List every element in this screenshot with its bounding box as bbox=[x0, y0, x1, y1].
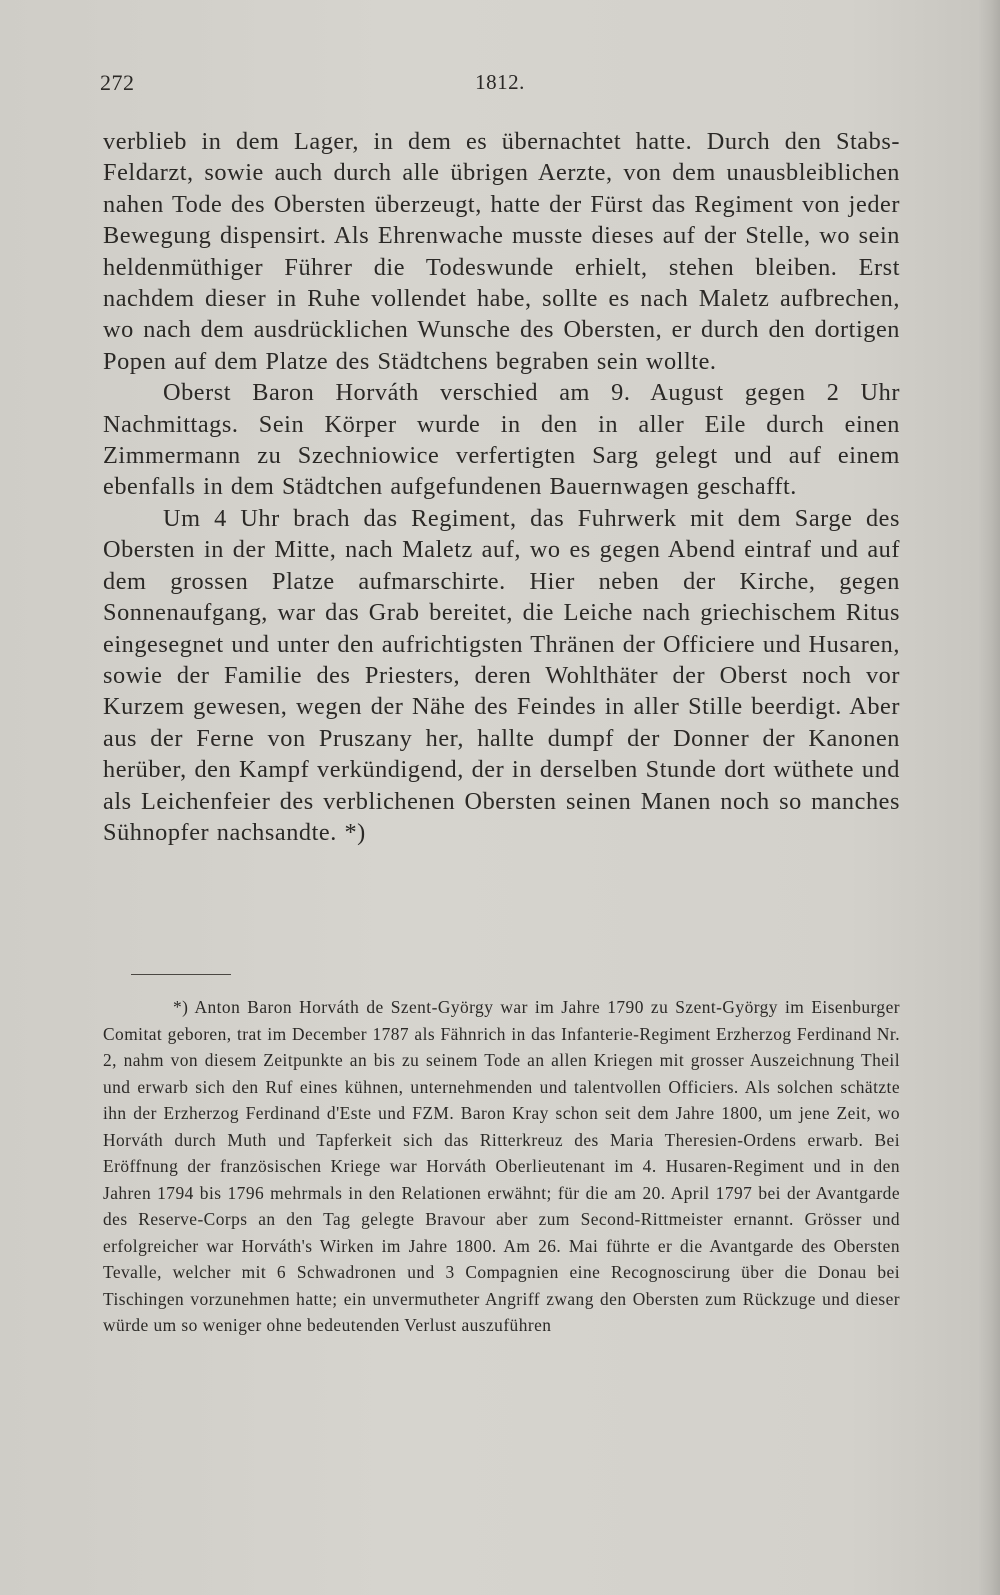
page-edge-shadow bbox=[978, 0, 1000, 1595]
main-text bbox=[103, 126, 900, 848]
paragraph: Um 4 Uhr brach das Regiment, das Fuhrwerk mit dem Sarge des Obersten in der Mitte, nach Maletz auf, wo es gegen Abend eintraf und auf dem grossen Platze aufmarschirte. Hier neben der Kirche, gegen Sonnenaufgang, war das Grab bereitet, die Leiche nach griechischem Ritus eingesegnet und unter den aufrichtigsten Thränen der Officiere und Husaren, sowie der Familie des Priesters, deren Wohlthäter der Oberst noch vor Kurzem gewesen, wegen der Nähe des Feindes in aller Stille beerdigt. Aber aus der Ferne von Pruszany her, hallte dumpf der Donner der Kanonen herüber, den Kampf verkündigend, der in derselben Stunde dort wüthete und als Leichenfeier des verblichenen Obersten seinen Manen noch so manches Sühnopfer nachsandte. *) bbox=[103, 504, 900, 846]
running-title: 1812. bbox=[475, 70, 525, 94]
paragraph: Oberst Baron Horváth verschied am 9. August gegen 2 Uhr Nachmittags. Sein Körper wurde in den in aller Eile durch einen Zimmermann zu Szechniowice verfertigten Sarg gelegt und auf einem ebenfalls in dem Städtchen aufgefundenen Bauernwagen geschafft. bbox=[103, 379, 900, 501]
page-header bbox=[100, 70, 900, 104]
footnote-separator bbox=[131, 974, 231, 975]
paragraph: verblieb in dem Lager, in dem es übernachtet hatte. Durch den Stabs-Feldarzt, sowie auch durch alle übrigen Aerzte, von dem unausbleiblichen nahen Tode des Obersten überzeugt, hatte der Fürst das Regiment von jeder Bewegung dispensirt. Als Ehrenwache musste dieses auf der Stelle, wo sein heldenmüthiger Führer die Todeswunde erhielt, stehen bleiben. Erst nachdem dieser in Ruhe vollendet habe, sollte es nach Maletz aufbrechen, wo nach dem ausdrücklichen Wunsche des Obersten, er durch den dortigen Popen auf dem Platze des Städtchens begraben sein wollte. bbox=[103, 128, 900, 375]
page-number: 272 bbox=[100, 70, 135, 95]
footnote: *) Anton Baron Horváth de Szent-György war im Jahre 1790 zu Szent-György im Eisenburger Comitat geboren, trat im December 1787 als Fähnrich in das Infanterie-Regiment Erzherzog Ferdinand Nr. 2, nahm von diesem Zeitpunkte an bis zu seinem Tode an allen Kriegen mit grosser Auszeichnung Theil und erwarb sich den Ruf eines kühnen, unternehmenden und talentvollen Officiers. Als solchen schätzte ihn der Erzherzog Ferdinand d'Este und FZM. Baron Kray schon seit dem Jahre 1800, um jene Zeit, wo Horváth durch Muth und Tapferkeit sich das Ritterkreuz des Maria Theresien-Ordens erwarb. Bei Eröffnung der französischen Kriege war Horváth Oberlieutenant im 4. Husaren-Regiment und in den Jahren 1794 bis 1796 mehrmals in den Relationen erwähnt; für die am 20. April 1797 bei der Avantgarde des Reserve-Corps an den Tag gelegte Bravour aber zum Second-Rittmeister ernannt. Grösser und erfolgreicher war Horváth's Wirken im Jahre 1800. Am 26. Mai führte er die Avantgarde des Obersten Tevalle, welcher mit 6 Schwadronen und 3 Compagnien eine Recognoscirung über die Donau bei Tischingen vorzunehmen hatte; ein unvermutheter Angriff zwang den Obersten zum Rückzuge und dieser würde um so weniger ohne bedeutenden Verlust auszuführen bbox=[103, 997, 900, 1335]
